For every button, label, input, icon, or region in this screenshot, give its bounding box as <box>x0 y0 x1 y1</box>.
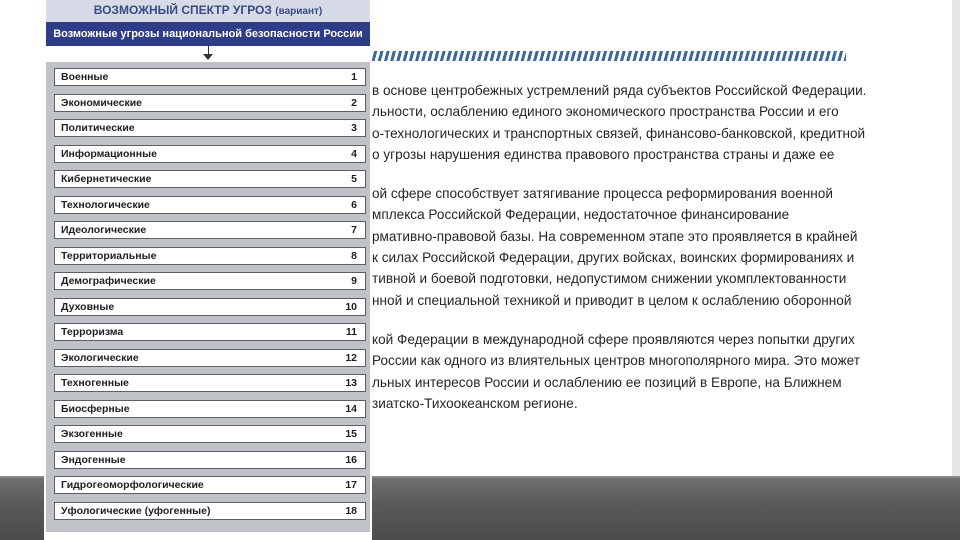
threat-row <box>54 170 366 188</box>
threat-row <box>54 374 366 392</box>
text-line: к силах Российской Федерации, других войсках, воинских формированиях и <box>372 250 855 266</box>
text-line: ой сфере способствует затягивание процесса реформирования военной <box>372 186 833 202</box>
threat-row <box>54 272 366 290</box>
threat-row <box>54 196 366 214</box>
threat-number: 3 <box>351 122 357 134</box>
threat-row <box>54 425 366 443</box>
text-line: нной и специальной техникой и приводит в целом к ослаблению оборонной <box>372 292 852 308</box>
threat-number: 5 <box>351 173 357 185</box>
figure-title-note: (вариант) <box>275 6 323 17</box>
threat-number: 2 <box>351 97 357 109</box>
threat-row <box>54 145 366 163</box>
text-line: льности, ослаблению единого экономического пространства России и его <box>372 104 839 120</box>
slide-edge <box>952 0 960 478</box>
threat-name: Кибернетические <box>61 173 152 185</box>
threat-row <box>54 119 366 137</box>
threat-number: 11 <box>345 326 357 338</box>
threat-number: 18 <box>345 505 357 517</box>
threat-number: 17 <box>345 479 357 491</box>
figure-title-text: ВОЗМОЖНЫЙ СПЕКТР УГРОЗ <box>93 3 272 17</box>
threat-name: Духовные <box>61 301 115 313</box>
paragraph-3 <box>372 329 942 414</box>
text-line: тивной и боевой подготовки, недопустимом снижении укомплектованности <box>372 271 847 287</box>
figure-header: Возможные угрозы национальной безопасности России <box>46 22 370 46</box>
threat-name: Экологические <box>61 352 139 364</box>
down-arrow-icon <box>203 54 213 60</box>
text-line: в основе центробежных устремлений ряда субъектов Российской Федерации. <box>372 83 867 98</box>
threat-name: Военные <box>61 71 109 83</box>
threat-name: Биосферные <box>61 403 130 415</box>
text-line: о угрозы нарушения единства правового пространства страны и даже ее <box>372 146 835 162</box>
threat-name: Экономические <box>61 97 143 109</box>
threat-name: Информационные <box>61 148 157 160</box>
threat-name: Экзогенные <box>61 428 123 440</box>
threat-row <box>54 451 366 469</box>
threat-row <box>54 400 366 418</box>
threat-name: Техногенные <box>61 377 129 389</box>
threat-name: Эндогенные <box>61 454 126 466</box>
paragraph-1 <box>372 80 942 165</box>
threat-row <box>54 349 366 367</box>
threat-number: 10 <box>345 301 357 313</box>
threat-row <box>54 323 366 341</box>
threat-row <box>54 94 366 112</box>
threat-row <box>54 68 366 86</box>
slide-body-text <box>372 80 942 432</box>
threat-name: Технологические <box>61 199 150 211</box>
text-line: о-технологических и транспортных связей, финансово-банковской, кредитной <box>372 125 866 141</box>
threat-row <box>54 221 366 239</box>
threat-spectrum-figure <box>44 0 372 540</box>
threat-row <box>54 247 366 265</box>
threat-name: Политические <box>61 122 135 134</box>
threat-list <box>46 62 370 532</box>
figure-title <box>46 0 370 22</box>
threat-number: 14 <box>345 403 357 415</box>
decorative-stripe-bar <box>368 51 846 61</box>
threat-number: 9 <box>351 275 357 287</box>
threat-name: Идеологические <box>61 224 147 236</box>
threat-row <box>54 476 366 494</box>
threat-number: 6 <box>351 199 357 211</box>
threat-number: 15 <box>345 428 357 440</box>
threat-number: 8 <box>351 250 357 262</box>
threat-number: 1 <box>351 71 357 83</box>
threat-name: Демографические <box>61 275 156 287</box>
threat-number: 12 <box>345 352 357 364</box>
text-line: кой Федерации в международной сфере проявляются через попытки других <box>372 331 855 347</box>
text-line: России как одного из влиятельных центров многополярного мира. Это может <box>372 353 861 369</box>
text-line: мплекса Российской Федерации, недостаточное финансирование <box>372 207 790 223</box>
threat-row <box>54 298 366 316</box>
text-line: льных интересов России и ослаблению ее позиций в Европе, на Ближнем <box>372 374 842 390</box>
threat-name: Уфологические (уфогенные) <box>61 505 211 517</box>
threat-name: Терроризма <box>61 326 124 338</box>
threat-number: 7 <box>351 224 357 236</box>
threat-name: Территориальные <box>61 250 157 262</box>
text-line: рмативно-правовой базы. На современном этапе это проявляется в крайней <box>372 228 858 244</box>
threat-number: 16 <box>345 454 357 466</box>
threat-name: Гидрогеоморфологические <box>61 479 204 491</box>
paragraph-2 <box>372 183 942 311</box>
threat-row <box>54 502 366 520</box>
threat-number: 4 <box>351 148 357 160</box>
threat-number: 13 <box>345 377 357 389</box>
text-line: зиатско-Тихоокеанском регионе. <box>372 395 578 411</box>
